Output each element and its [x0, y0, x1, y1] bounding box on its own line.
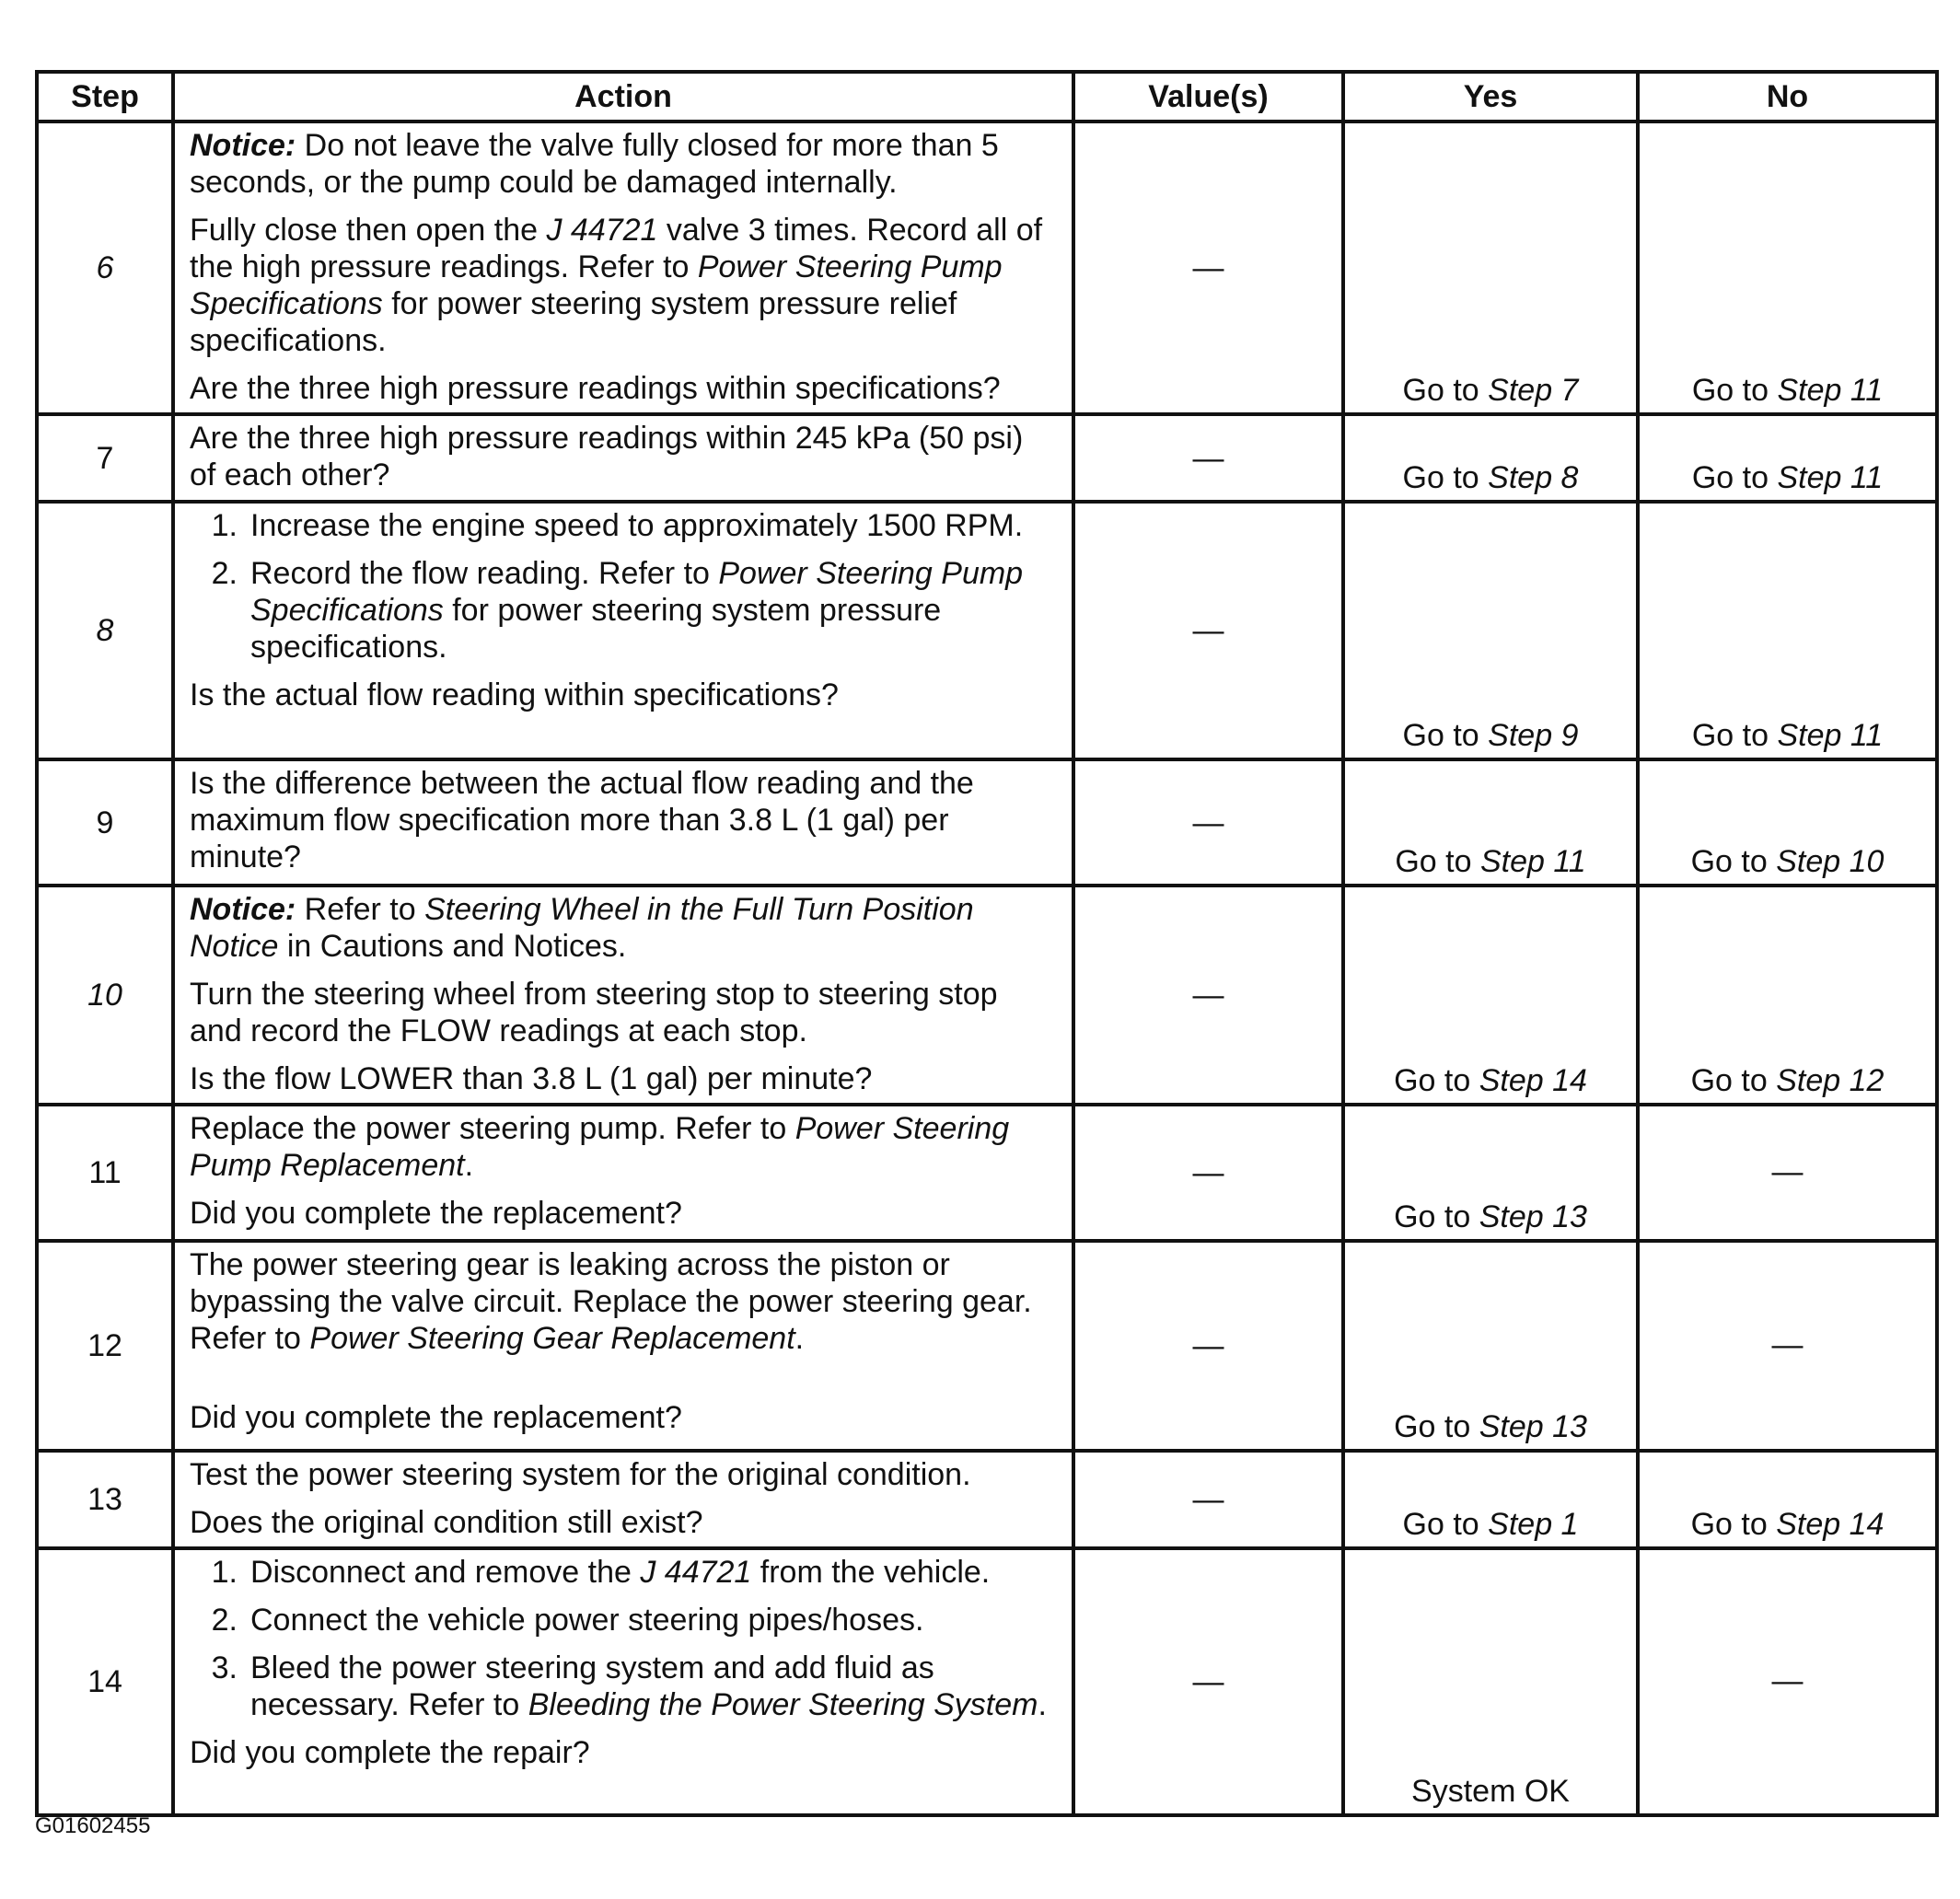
- goto-label: Go to: [1402, 373, 1479, 408]
- question-text: Is the flow LOWER than 3.8 L (1 gal) per minute?: [190, 1061, 873, 1096]
- no-cell: [1638, 1548, 1937, 1815]
- yes-step: Step 13: [1479, 1199, 1587, 1234]
- no-cell: [1638, 1451, 1937, 1548]
- step-number: 9: [37, 759, 173, 886]
- question-text: Did you complete the replacement?: [190, 1196, 682, 1231]
- step-number: 12: [37, 1241, 173, 1451]
- no-cell: [1638, 502, 1937, 759]
- question-text: Are the three high pressure readings within specifications?: [190, 371, 1001, 406]
- notice-paragraph: [190, 891, 1057, 965]
- goto-label: Go to: [1402, 718, 1479, 753]
- list-text: [238, 1554, 1057, 1591]
- step-number: 6: [37, 122, 173, 414]
- action-cell: [173, 886, 1073, 1105]
- header-values: Value(s): [1073, 72, 1343, 122]
- notice-label: Notice:: [190, 892, 296, 927]
- value-dash: —: [1192, 1155, 1224, 1190]
- yes-result: System OK: [1411, 1774, 1570, 1809]
- list-text: [238, 555, 1057, 666]
- question-text: Does the original condition still exist?: [190, 1505, 703, 1540]
- action-text: from the vehicle.: [751, 1555, 991, 1590]
- action-text: for power steering system pressure relief specifications.: [190, 286, 957, 358]
- no-dash: —: [1771, 1662, 1803, 1698]
- figure-id: G01602455: [35, 1813, 151, 1838]
- list-number: 1.: [211, 508, 238, 543]
- header-action: Action: [173, 72, 1073, 122]
- goto-label: Go to: [1691, 718, 1769, 753]
- notice-paragraph: [190, 127, 1057, 201]
- goto-label: Go to: [1691, 373, 1769, 408]
- value-dash: —: [1192, 613, 1224, 648]
- notice-text: Do not leave the valve fully closed for more than 5 seconds, or the pump could be damaged internally.: [190, 128, 999, 200]
- reference-link: Steering Wheel in the Full Turn Position Notice: [190, 892, 974, 964]
- goto-label: Go to: [1690, 1063, 1768, 1098]
- value-cell: [1073, 759, 1343, 886]
- list-item: [190, 1554, 1057, 1591]
- header-yes: Yes: [1343, 72, 1638, 122]
- goto-label: Go to: [1402, 460, 1479, 495]
- table-row-step-12: [37, 1241, 1937, 1451]
- value-dash: —: [1192, 1664, 1224, 1699]
- action-text: .: [1038, 1687, 1047, 1722]
- no-cell: [1638, 886, 1937, 1105]
- list-number: 2.: [211, 1603, 238, 1638]
- question-text: Is the difference between the actual flow reading and the maximum flow specification more than 3.8 L (1 gal) per minute?: [190, 766, 974, 874]
- yes-cell: [1343, 1451, 1638, 1548]
- goto-label: Go to: [1691, 460, 1769, 495]
- goto-label: Go to: [1395, 844, 1472, 879]
- no-step: Step 11: [1777, 718, 1884, 753]
- yes-cell: [1343, 122, 1638, 414]
- action-text: Record the flow reading. Refer to: [250, 556, 719, 591]
- action-cell: [173, 1548, 1073, 1815]
- no-step: Step 12: [1776, 1063, 1885, 1098]
- list-item: [190, 555, 1057, 666]
- action-paragraph: Test the power steering system for the original condition.: [190, 1457, 971, 1492]
- yes-cell: [1343, 1241, 1638, 1451]
- value-cell: [1073, 414, 1343, 502]
- value-cell: [1073, 122, 1343, 414]
- question-text: Did you complete the repair?: [190, 1735, 590, 1770]
- value-cell: [1073, 1451, 1343, 1548]
- yes-cell: [1343, 1105, 1638, 1241]
- step-number: 13: [37, 1451, 173, 1548]
- no-cell: [1638, 1241, 1937, 1451]
- no-cell: [1638, 759, 1937, 886]
- value-cell: [1073, 1548, 1343, 1815]
- action-paragraph: [190, 1246, 1057, 1357]
- spacer: [190, 1368, 1057, 1399]
- header-row: [37, 72, 1937, 122]
- table-row-step-8: [37, 502, 1937, 759]
- table-row-step-14: [37, 1548, 1937, 1815]
- list-number: 3.: [211, 1650, 238, 1685]
- question-text: Are the three high pressure readings within 245 kPa (50 psi) of each other?: [190, 421, 1024, 492]
- yes-cell: [1343, 1548, 1638, 1815]
- action-paragraph: [190, 212, 1057, 359]
- no-dash: —: [1771, 1326, 1803, 1362]
- goto-label: Go to: [1394, 1199, 1471, 1234]
- action-text: Fully close then open the: [190, 213, 547, 248]
- action-cell: [173, 122, 1073, 414]
- action-cell: [173, 502, 1073, 759]
- step-number: 7: [37, 414, 173, 502]
- value-dash: —: [1192, 440, 1224, 476]
- action-paragraph: [190, 1110, 1057, 1184]
- table-row-step-10: [37, 886, 1937, 1105]
- action-text: Replace the power steering pump. Refer to: [190, 1111, 795, 1146]
- action-cell: [173, 1451, 1073, 1548]
- no-cell: [1638, 122, 1937, 414]
- action-cell: [173, 1105, 1073, 1241]
- no-step: Step 14: [1776, 1507, 1885, 1542]
- notice-text: Refer to: [296, 892, 425, 927]
- yes-step: Step 7: [1488, 373, 1579, 408]
- table-row-step-9: [37, 759, 1937, 886]
- yes-cell: [1343, 886, 1638, 1105]
- no-step: Step 11: [1777, 373, 1884, 408]
- yes-cell: [1343, 759, 1638, 886]
- yes-step: Step 13: [1479, 1409, 1587, 1444]
- value-dash: —: [1192, 1482, 1224, 1517]
- step-number: 11: [37, 1105, 173, 1241]
- header-no: No: [1638, 72, 1937, 122]
- action-text: .: [464, 1148, 474, 1183]
- value-dash: —: [1192, 978, 1224, 1013]
- action-text: .: [794, 1321, 805, 1356]
- reference-link: Bleeding the Power Steering System: [528, 1687, 1038, 1722]
- tool-name: J 44721: [640, 1555, 752, 1590]
- tool-name: J 44721: [546, 213, 658, 248]
- goto-label: Go to: [1690, 1507, 1768, 1542]
- action-cell: [173, 759, 1073, 886]
- goto-label: Go to: [1394, 1409, 1471, 1444]
- value-dash: —: [1192, 250, 1224, 285]
- question-text: Did you complete the replacement?: [190, 1400, 682, 1435]
- notice-label: Notice:: [190, 128, 296, 163]
- no-cell: [1638, 414, 1937, 502]
- yes-step: Step 9: [1488, 718, 1579, 753]
- list-text: [238, 1650, 1057, 1723]
- list-text: Increase the engine speed to approximately 1500 RPM.: [250, 508, 1024, 543]
- value-cell: [1073, 1105, 1343, 1241]
- reference-link: Power Steering Pump Replacement: [190, 1111, 1010, 1183]
- value-dash: —: [1192, 1328, 1224, 1363]
- yes-cell: [1343, 414, 1638, 502]
- list-number: 2.: [211, 556, 238, 591]
- yes-step: Step 1: [1488, 1507, 1579, 1542]
- no-step: Step 11: [1777, 460, 1884, 495]
- action-text: Bleed the power steering system and add fluid as necessary. Refer to: [250, 1650, 934, 1722]
- yes-step: Step 8: [1488, 460, 1579, 495]
- action-text: The power steering gear is leaking across the piston or bypassing the valve circuit. Replace the power steering gear. Refer to: [190, 1247, 1032, 1356]
- list-text: Connect the vehicle power steering pipes/hoses.: [250, 1603, 924, 1638]
- table-row-step-7: [37, 414, 1937, 502]
- notice-text: in Cautions and Notices.: [278, 929, 627, 964]
- reference-link: Power Steering Pump Specifications: [190, 249, 1003, 321]
- list-item: [190, 1602, 1057, 1638]
- table-row-step-11: [37, 1105, 1937, 1241]
- action-cell: [173, 1241, 1073, 1451]
- header-step: Step: [37, 72, 173, 122]
- action-paragraph: Turn the steering wheel from steering stop to steering stop and record the FLOW readings at each stop.: [190, 977, 998, 1048]
- value-cell: [1073, 502, 1343, 759]
- yes-step: Step 11: [1479, 844, 1586, 879]
- yes-cell: [1343, 502, 1638, 759]
- reference-link: Power Steering Gear Replacement: [309, 1321, 795, 1356]
- action-cell: [173, 414, 1073, 502]
- goto-label: Go to: [1402, 1507, 1479, 1542]
- diagnostic-table: [35, 70, 1939, 1817]
- step-number: 14: [37, 1548, 173, 1815]
- no-dash: —: [1771, 1153, 1803, 1189]
- value-cell: [1073, 1241, 1343, 1451]
- question-text: Is the actual flow reading within specifications?: [190, 677, 839, 712]
- goto-label: Go to: [1690, 844, 1768, 879]
- yes-step: Step 14: [1479, 1063, 1587, 1098]
- list-item: [190, 1650, 1057, 1723]
- list-number: 1.: [211, 1555, 238, 1590]
- step-number: 10: [37, 886, 173, 1105]
- value-cell: [1073, 886, 1343, 1105]
- no-cell: [1638, 1105, 1937, 1241]
- goto-label: Go to: [1394, 1063, 1471, 1098]
- list-item: [190, 507, 1057, 544]
- no-step: Step 10: [1776, 844, 1885, 879]
- action-text: Disconnect and remove the: [250, 1555, 641, 1590]
- value-dash: —: [1192, 805, 1224, 840]
- table-row-step-13: [37, 1451, 1937, 1548]
- reference-link: Power Steering Pump Specifications: [250, 556, 1024, 628]
- step-number: 8: [37, 502, 173, 759]
- action-text: for power steering system pressure specifications.: [250, 593, 942, 665]
- table-row-step-6: [37, 122, 1937, 414]
- action-text: valve 3 times. Record all of the high pressure readings. Refer to: [190, 213, 1043, 284]
